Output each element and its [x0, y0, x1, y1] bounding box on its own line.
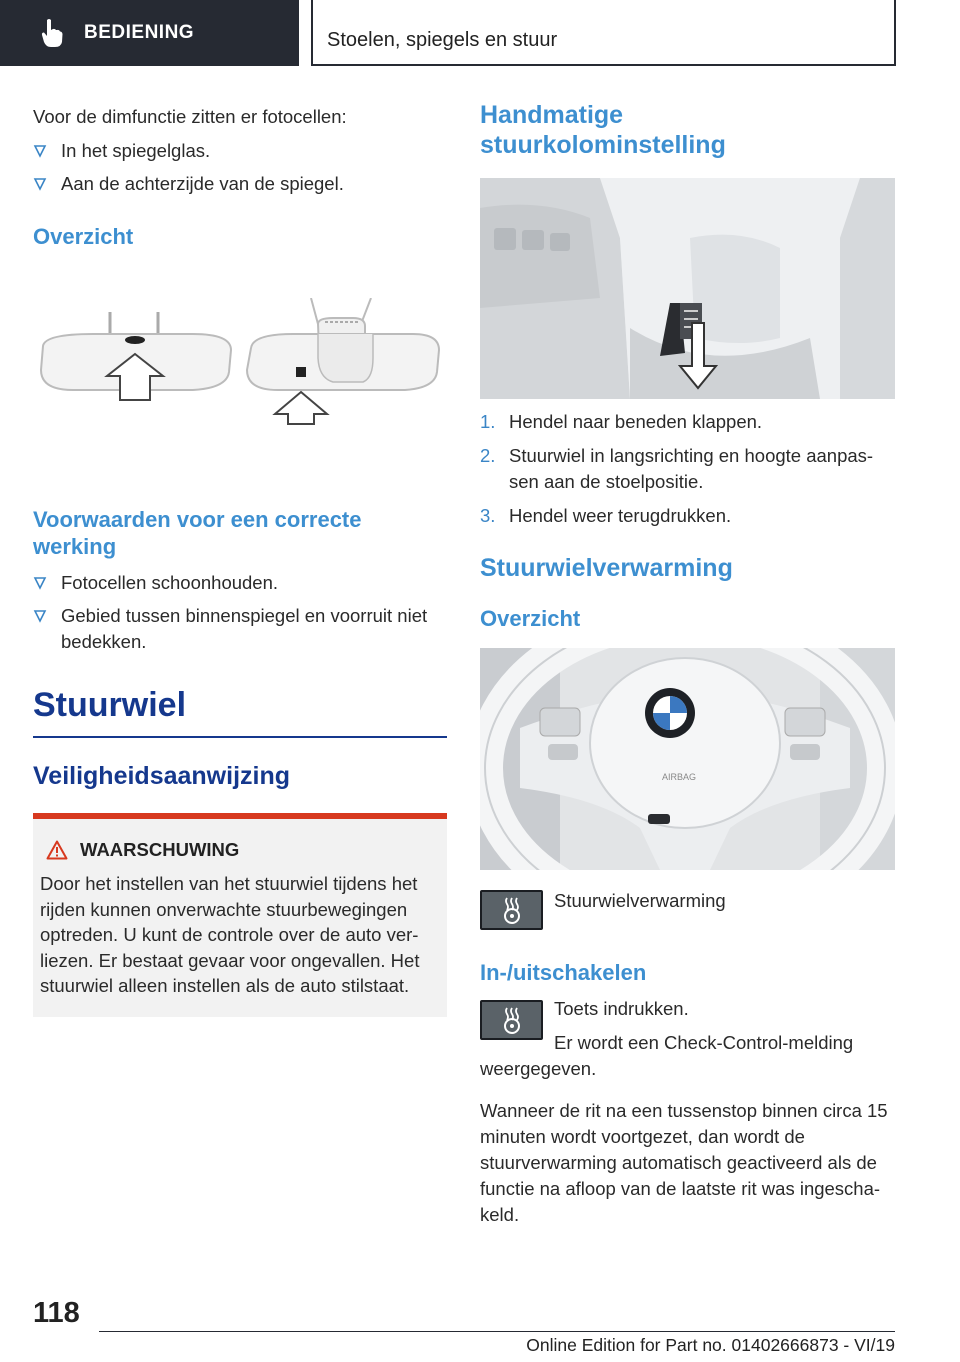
bullet-item: [33, 171, 447, 197]
steering-heading: Stuurwiel: [33, 686, 187, 724]
bullet-triangle-icon: [33, 576, 47, 590]
steering-wheel-illustration: [480, 648, 895, 870]
steering-heating-button: [480, 890, 543, 930]
step-item: [480, 409, 895, 435]
footer-rule: [99, 1331, 895, 1332]
airbag-label: AIRBAG: [662, 772, 697, 782]
heating-overview-heading: Overzicht: [480, 606, 581, 631]
press-text: Toets indrukken.: [554, 998, 689, 1019]
bullet-triangle-icon: [33, 609, 47, 623]
hand-pointer-icon: [40, 18, 64, 48]
closing-text: Wanneer de rit na een tussenstop binnen circa 15 minuten wordt voortgezet, dan wordt de stuurverwarming automatisch geactiveerd als de functie na afloop van de laatste rit was ingescha-keld.: [480, 1100, 888, 1225]
onoff-heading: In-/uitschakelen: [480, 960, 647, 985]
right-column: [480, 100, 895, 1228]
bullet-item: [33, 138, 447, 164]
manual-column-heading: Handmatige stuurkolominstelling: [480, 101, 726, 159]
heating-heading: Stuurwielverwarming: [480, 554, 733, 582]
button-caption: Stuurwielverwarming: [554, 890, 726, 911]
heated-steering-wheel-icon: [499, 896, 525, 924]
steps-list: [480, 409, 895, 529]
step-text: Stuurwiel in langsrichting en hoogte aanpas-sen aan de stoelpositie.: [509, 445, 874, 492]
page-number: 118: [33, 1297, 80, 1329]
steering-heating-button: [480, 1000, 543, 1040]
bullet-item: [33, 570, 447, 596]
button-legend: [480, 890, 895, 930]
step-number: 3.: [480, 505, 496, 526]
warning-text: Door het instellen van het stuurwiel tijdens het rijden kunnen onverwachte stuurbewegingen optreden. U kunt de controle over de auto ver-liezen. Er bestaat gevaar voor ongevallen. Het stuurwiel alleen instellen als de auto stilstaat.: [40, 873, 420, 996]
warning-title: [46, 839, 440, 861]
overview-heading: Overzicht: [33, 224, 134, 249]
intro-text: Voor de dimfunctie zitten er fotocellen:: [33, 106, 347, 127]
bullet-text: Fotocellen schoonhouden.: [61, 572, 279, 593]
step-number: 1.: [480, 411, 496, 432]
section-title: BEDIENING: [84, 22, 195, 43]
left-column: [33, 100, 447, 1017]
heated-steering-wheel-icon: [499, 1006, 525, 1034]
bullet-text: In het spiegelglas.: [61, 140, 211, 161]
step-item: [480, 503, 895, 529]
message-text: Er wordt een Check-Control-melding weergegeven.: [480, 1032, 854, 1079]
bullet-text: Gebied tussen binnenspiegel en voorruit niet bedekken.: [61, 605, 428, 652]
step-number: 2.: [480, 445, 496, 466]
steering-wheel-image: [480, 648, 895, 870]
warning-triangle-icon: [46, 840, 68, 860]
safety-heading: Veiligheidsaanwijzing: [33, 762, 291, 790]
bullet-triangle-icon: [33, 177, 47, 191]
bullet-triangle-icon: [33, 144, 47, 158]
chapter-title: Stoelen, spiegels en stuur: [327, 29, 558, 51]
bullet-item: [33, 603, 447, 655]
section-tab: [0, 0, 299, 66]
conditions-heading: Voorwaarden voor een correcte werking: [33, 507, 362, 559]
warning-box: [33, 813, 447, 1017]
step-text: Hendel weer terugdrukken.: [509, 505, 732, 526]
edition-text: Online Edition for Part no. 01402666873 - VI/19: [526, 1335, 895, 1355]
step-item: [480, 443, 895, 495]
warning-title-text: WAARSCHUWING: [80, 839, 240, 860]
steering-column-image: [480, 178, 895, 399]
rearview-mirror-illustration: [33, 298, 447, 448]
steering-column-illustration: [480, 178, 895, 399]
bullet-text: Aan de achterzijde van de spiegel.: [61, 173, 344, 194]
chapter-frame: [311, 0, 896, 66]
step-text: Hendel naar beneden klappen.: [509, 411, 763, 432]
steering-rule: [33, 736, 447, 738]
press-block: [480, 996, 895, 1082]
